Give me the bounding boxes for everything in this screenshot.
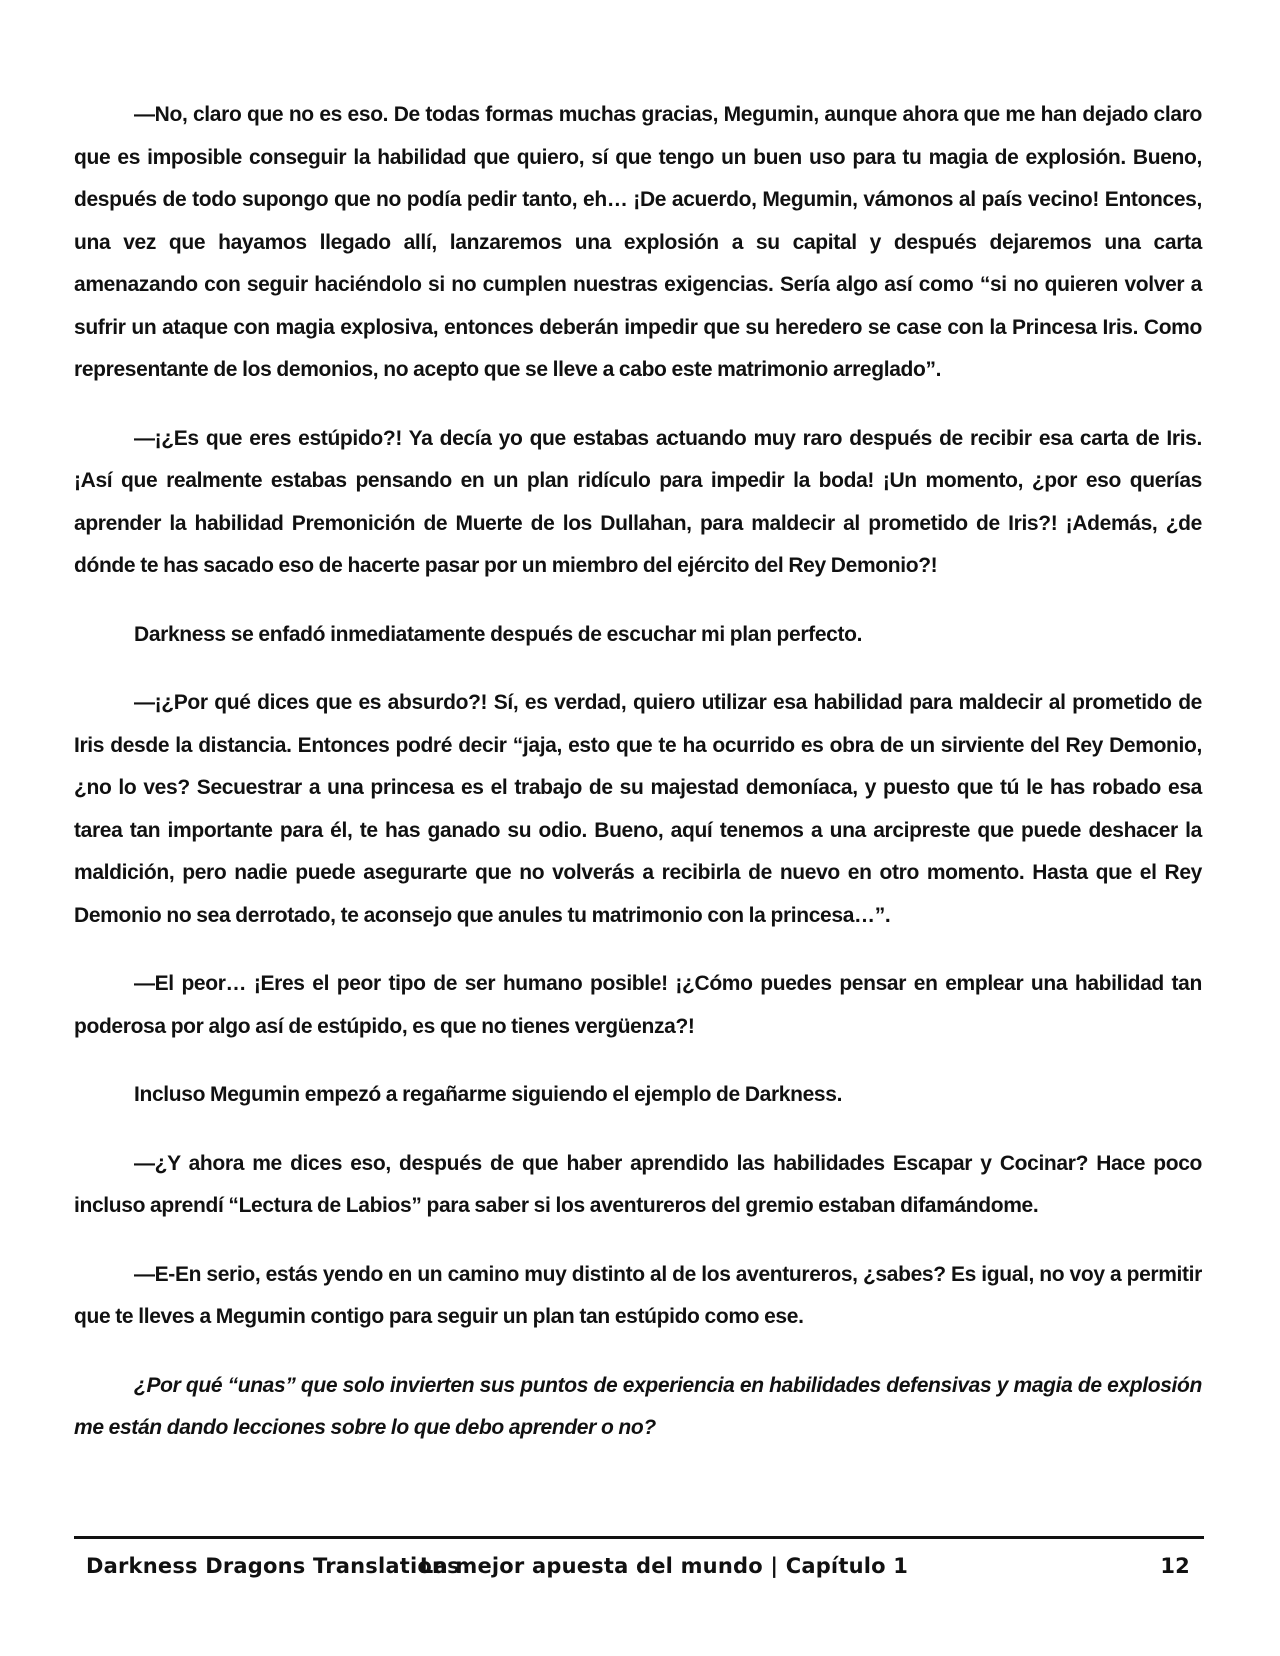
footer-book-chapter: La mejor apuesta del mundo | Capítulo 1 [419, 1554, 909, 1578]
footer-divider [74, 1536, 1204, 1539]
paragraph: —¡¿Es que eres estúpido?! Ya decía yo que estabas actuando muy raro después de recibir esa carta de Iris. ¡Así que realmente estabas pensando en un plan ridículo para impedir la boda! ¡Un momento, ¿por eso querías aprender la habilidad Premonición de Muerte de los Dullahan, para maldecir al prometido de Iris?! ¡Además, ¿de dónde te has sacado eso de hacerte pasar por un miembro del ejército del Rey Demonio?! [74, 426, 1202, 577]
paragraph: —¿Y ahora me dices eso, después de que haber aprendido las habilidades Escapar y Cocinar? Hace poco incluso aprendí “Lectura de Labios” para saber si los aventureros del gremio estaban difamándome. [74, 1151, 1202, 1217]
paragraph: —No, claro que no es eso. De todas formas muchas gracias, Megumin, aunque ahora que me han dejado claro que es imposible conseguir la habilidad que quiero, sí que tengo un buen uso para tu magia de explosión. Bueno, después de todo supongo que no podía pedir tanto, eh… ¡De acuerdo, Megumin, vámonos al país vecino! Entonces, una vez que hayamos llegado allí, lanzaremos una explosión a su capital y después dejaremos una carta amenazando con seguir haciéndolo si no cumplen nuestras exigencias. Sería algo así como “si no quieren volver a sufrir un ataque con magia explosiva, entonces deberán impedir que su heredero se case con la Princesa Iris. Como representante de los demonios, no acepto que se lleve a cabo este matrimonio arreglado”. [74, 103, 1202, 381]
paragraph: —El peor… ¡Eres el peor tipo de ser humano posible! ¡¿Cómo puedes pensar en emplear una habilidad tan poderosa por algo así de estúpido, es que no tienes vergüenza?! [74, 972, 1202, 1038]
paragraph: —E-En serio, estás yendo en un camino muy distinto al de los aventureros, ¿sabes? Es igual, no voy a permitir que te lleves a Megumin contigo para seguir un plan tan estúpido como ese. [74, 1262, 1202, 1328]
paragraph: Darkness se enfadó inmediatamente después de escuchar mi plan perfecto. [134, 622, 863, 646]
paragraph: Incluso Megumin empezó a regañarme siguiendo el ejemplo de Darkness. [134, 1083, 843, 1106]
page-footer [74, 1548, 1204, 1588]
page-number: 12 [1160, 1554, 1190, 1578]
page-body [74, 94, 1202, 1476]
italic-paragraph: ¿Por qué “unas” que solo invierten sus puntos de experiencia en habilidades defensivas y magia de explosión me están dando lecciones sobre lo que debo aprender o no? [74, 1373, 1202, 1439]
paragraph: —¡¿Por qué dices que es absurdo?! Sí, es verdad, quiero utilizar esa habilidad para maldecir al prometido de Iris desde la distancia. Entonces podré decir “jaja, esto que te ha ocurrido es obra de un sirviente del Rey Demonio, ¿no lo ves? Secuestrar a una princesa es el trabajo de su majestad demoníaca, y puesto que tú le has robado esa tarea tan importante para él, te has ganado su odio. Bueno, aquí tenemos a una arcipreste que puede deshacer la maldición, pero nadie puede asegurarte que no volverás a recibirla de nuevo en otro momento. Hasta que el Rey Demonio no sea derrotado, te aconsejo que anules tu matrimonio con la princesa…”. [74, 691, 1202, 927]
footer-translator: Darkness Dragons Translations [86, 1554, 460, 1578]
